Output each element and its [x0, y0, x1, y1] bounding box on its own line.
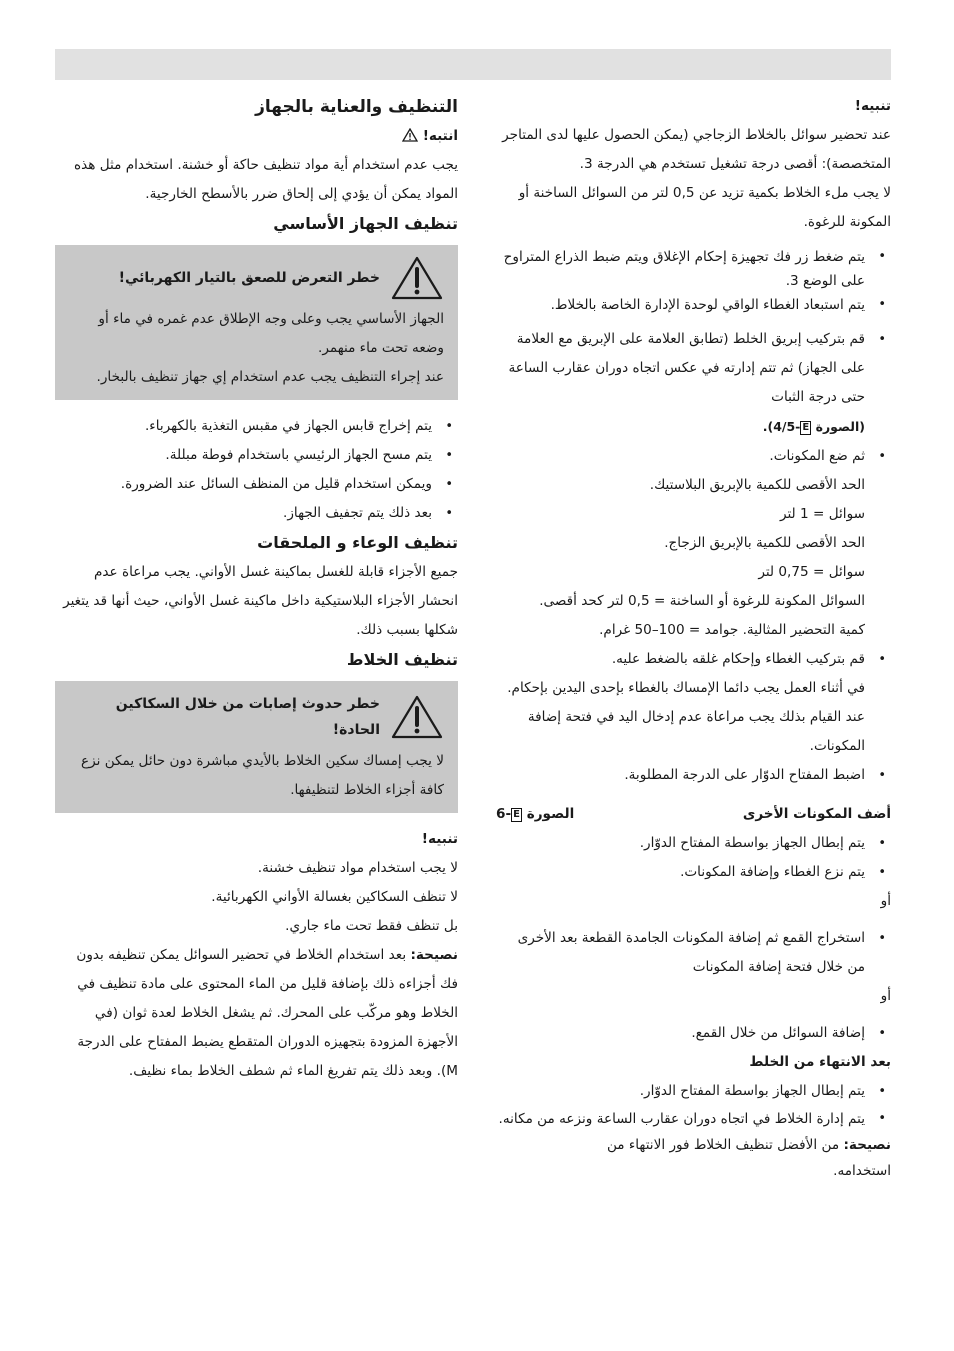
paragraph: عند تحضير سوائل بالخلاط الزجاجي (يمكن الحصول عليها لدى المتاجر المتخصصة): أقصى درجة تشغيل تستخدم هي الدرجة 3. [502, 127, 891, 172]
list-item: • يتم ضغط زر فك تجهيزة إحكام الإغلاق ويتم ضبط الذراع المتراوح على الوضع 3. [496, 245, 891, 293]
figure-number: -6 [496, 806, 512, 822]
note-line: لا يجب استخدام مواد تنظيف خشنة. [257, 860, 458, 876]
figure-box: E [513, 809, 520, 820]
list-item-text: قم بتركيب إبريق الخلط (تطابق العلامة على الإبريق مع العلامة على الجهاز) ثم تتم إدارته في عكس اتجاه دوران عقارب الساعة حتى درجة الثبات [508, 331, 865, 405]
section-title: تنظيف الخلاط [346, 650, 458, 669]
list-item [496, 442, 891, 645]
tip-paragraph [55, 941, 458, 1086]
figure-box: E [802, 422, 810, 433]
list-item: • اضبط المفتاح الدوّار على الدرجة المطلوبة. [496, 761, 891, 790]
paragraph: جميع الأجزاء قابلة للغسل بماكينة غسل الأواني. يجب مراعاة عدم انحشار الأجزاء البلاستيكية داخل ماكينة غسل الأواني، حيث أنها قد يتغير شكلها بسبب ذلك. [63, 564, 458, 638]
figure-label: (الصورة [815, 419, 865, 434]
shock-warning-box [55, 245, 458, 400]
note-line: بل تنظف فقط تحت ماء جاري. [285, 918, 458, 934]
warning-text: عند إجراء التنظيف يجب عدم استخدام إي جهاز تنظيف بالبخار. [96, 369, 444, 385]
right-column [496, 92, 891, 1184]
list-item-text: ثم ضع المكونات. [769, 448, 865, 464]
warning-triangle-icon [390, 694, 444, 740]
list-item: • يتم استبعاد الغطاء الواقي لوحدة الإدارة الخاصة بالخلاط. [496, 293, 891, 317]
steps-list [496, 245, 891, 790]
warning-heading: تنبيه! [854, 98, 891, 114]
warning-triangle-icon [402, 128, 418, 142]
left-column [55, 92, 458, 1086]
steps-list [496, 1019, 891, 1048]
caution-text: يجب عدم استخدام أية مواد تنظيف حاكة أو خشنة. استخدام مثل هذه المواد يمكن أن يؤدي إلى إلحاق ضرر بالأسطح الخارجية. [73, 157, 458, 202]
capacity-line: الحد الأقصى للكمية بالإبريق الزجاج. [664, 535, 865, 551]
list-item: • يتم إبطال الجهاز بواسطة المفتاح الدوّار. [496, 829, 891, 858]
tip-label: نصيحة: [843, 1137, 891, 1153]
warning-text: لا يجب إمساك سكين الخلاط بالأيدي مباشرة دون حائل يمكن نزع كافة أجزاء الخلاط لتنظيفها. [80, 753, 444, 798]
list-item-text: قم بتركيب الغطاء وإحكام غلقه بالضغط عليه. [611, 651, 865, 667]
tip-text: بعد استخدام الخلاط في تحضير السوائل يمكن تنظيفه بدون فك أجزاءه ذلك بإضافة قليل من الماء المحتوى على مادة تنظيف في الخلاط وهو مركّب على المحرك. ثم يشغل الخلاط لعدة ثوان (في الأجهزة المزودة بتجهيزه الدوران المتقطع يضبط المفتاح على الدرجة M). وبعد ذلك يتم تفريغ الماء ثم شطف الخلاط بماء نظيف. [76, 947, 458, 1079]
section-title: تنظيف الوعاء و الملحقات [257, 533, 458, 552]
or-text: أو [880, 988, 891, 1004]
warning-header [69, 691, 444, 743]
figure-reference [763, 419, 865, 434]
warning-text: الجهاز الأساسي يجب وعلى وجه الإطلاق عدم غمره في ماء أو وضعه تحت ماء منهمر. [98, 311, 444, 356]
list-item [496, 325, 891, 442]
section-title: تنظيف الجهاز الأساسي [273, 214, 458, 233]
list-item-note: في أثناء العمل يجب دائما الإمساك بالغطاء بإحدى اليدين بإحكام. عند القيام بذلك يجب مراعاة عدم إدخال اليد في فتحة إضافة المكونات. [507, 680, 865, 754]
list-item: • يتم إخراج قابس الجهاز في مقبس التغذية بالكهرباء. [55, 412, 458, 441]
capacity-line: السوائل المكونة للرغوة أو الساخنة = 0,5 لتر كحد أقصى. [539, 593, 865, 609]
list-item: • يتم إدارة الخلاط في اتجاه دوران عقارب الساعة ونزعه من مكانه. [496, 1106, 891, 1132]
list-item: • بعد ذلك يتم تجفيف الجهاز. [55, 499, 458, 528]
paragraph: لا يجب ملء الخلاط بكمية تزيد عن 0,5 لتر من السوائل الساخنة أو المكونة للرغوة. [518, 185, 891, 230]
blade-warning-box [55, 681, 458, 813]
warning-title: خطر حدوث إصابات من خلال السكاكين الحادة! [115, 696, 380, 738]
steps-list [55, 412, 458, 528]
list-item [496, 645, 891, 761]
note-line: لا تنظف السكاكين بغسالة الأواني الكهربائية. [211, 889, 458, 905]
or-text: أو [880, 893, 891, 909]
tip-paragraph [496, 1132, 891, 1184]
section-title: أضف المكونات الأخرى [742, 806, 891, 822]
tip-text: من الأفضل تنظيف الخلاط فور الانتهاء من استخدامه. [606, 1137, 891, 1179]
capacity-line: الحد الأقصى للكمية بالإبريق البلاستيك. [649, 477, 865, 493]
capacity-line: كمية التحضير المثالية. جوامد = 100–50 غرام. [599, 622, 865, 638]
list-item: • يتم إبطال الجهاز بواسطة المفتاح الدوّار. [496, 1077, 891, 1106]
list-item: • يتم نزع الغطاء وإضافة المكونات. [496, 858, 891, 887]
tip-label: نصيحة: [410, 947, 458, 963]
figure-reference [496, 800, 574, 829]
steps-list [496, 1077, 891, 1132]
warning-header [69, 255, 444, 301]
steps-list [496, 829, 891, 887]
page-title: التنظيف والعناية بالجهاز [255, 97, 458, 117]
header-bar [55, 49, 891, 80]
caution-label: انتبه! [422, 128, 458, 144]
section-title: بعد الانتهاء من الخلط [749, 1054, 891, 1070]
figure-label: الصورة [526, 806, 575, 822]
figure-number: -4/5). [762, 419, 801, 434]
section-heading-add [496, 800, 891, 829]
warning-triangle-icon [390, 255, 444, 301]
capacity-line: سوائل = 1 لتر [779, 506, 865, 522]
warning-title: خطر التعرض للصعق بالتيار الكهربائي! [118, 270, 380, 286]
note-heading: تنبيه! [421, 831, 458, 847]
list-item: • يتم مسح الجهاز الرئيسي باستخدام فوطة مبللة. [55, 441, 458, 470]
capacity-line: سوائل = 0,75 لتر [758, 564, 865, 580]
caution-heading [55, 122, 458, 151]
list-item: • استخراج القمع ثم إضافة المكونات الجامدة القطعة بعد الأخرى من خلال فتحة إضافة المكونات [496, 924, 891, 982]
list-item: • إضافة السوائل من خلال القمع. [496, 1019, 891, 1048]
list-item: • ويمكن استخدام قليل من المنظف السائل عند الضرورة. [55, 470, 458, 499]
steps-list [496, 924, 891, 982]
